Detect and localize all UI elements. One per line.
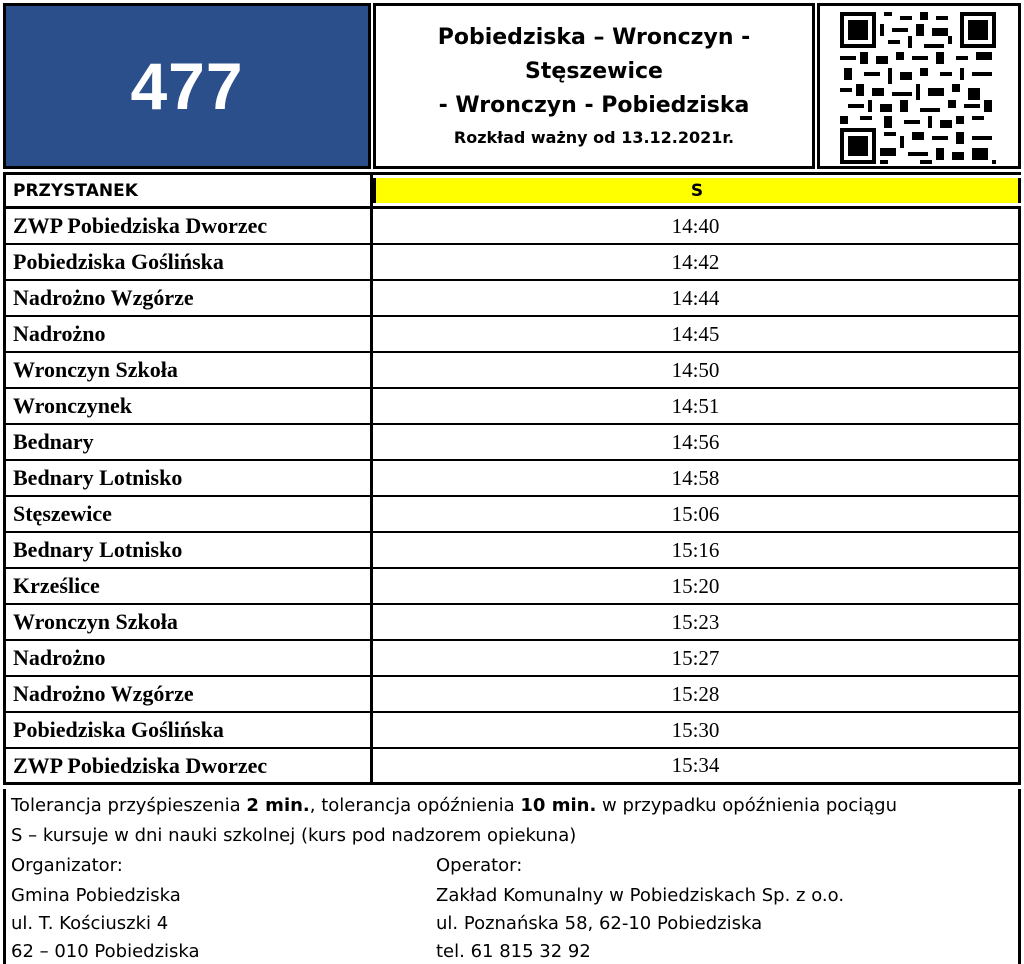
departure-time: 14:44 <box>373 281 1021 315</box>
organizer-street: ul. T. Kościuszki 4 <box>11 913 169 934</box>
tolerance-late: 10 min. <box>520 795 597 816</box>
table-header-row <box>3 172 1021 209</box>
departure-time: 14:40 <box>373 209 1021 243</box>
stop-name: ZWP Pobiedziska Dworzec <box>3 749 373 782</box>
route-number-box <box>3 3 371 169</box>
tolerance-early: 2 min. <box>246 795 310 816</box>
route-title-line-3: - Wronczyn - Pobiedziska <box>438 93 750 118</box>
timetable-header <box>0 0 1024 172</box>
table-row <box>3 533 1021 569</box>
route-title-box <box>373 3 815 169</box>
table-row <box>3 749 1021 785</box>
stop-name: Nadrożno Wzgórze <box>3 677 373 711</box>
departure-time: 14:56 <box>373 425 1021 459</box>
organizer-label: Organizator: <box>11 855 123 876</box>
stop-name: ZWP Pobiedziska Dworzec <box>3 209 373 243</box>
s-course-note: S – kursuje w dni nauki szkolnej (kurs pod nadzorem opiekuna) <box>11 825 577 846</box>
tolerance-text-a: Tolerancja przyśpieszenia <box>11 795 247 816</box>
departure-time: 14:50 <box>373 353 1021 387</box>
table-row <box>3 245 1021 281</box>
departure-time: 14:51 <box>373 389 1021 423</box>
table-row <box>3 281 1021 317</box>
stop-name: Bednary Lotnisko <box>3 461 373 495</box>
stop-name: Stęszewice <box>3 497 373 531</box>
table-row <box>3 677 1021 713</box>
tolerance-note <box>11 795 897 816</box>
departure-time: 14:58 <box>373 461 1021 495</box>
departure-time: 14:42 <box>373 245 1021 279</box>
operator-street: ul. Poznańska 58, 62-10 Pobiedziska <box>436 913 763 934</box>
stop-name: Bednary <box>3 425 373 459</box>
table-row <box>3 461 1021 497</box>
operator-phone: tel. 61 815 32 92 <box>436 941 591 962</box>
tolerance-text-c: , tolerancja opóźnienia <box>309 795 521 816</box>
departure-time: 14:45 <box>373 317 1021 351</box>
stop-name: Wronczyn Szkoła <box>3 605 373 639</box>
operator-name: Zakład Komunalny w Pobiedziskach Sp. z o.o. <box>436 885 845 906</box>
stop-name: Bednary Lotnisko <box>3 533 373 567</box>
tolerance-text-e: w przypadku opóźnienia pociągu <box>596 795 898 816</box>
operator-label: Operator: <box>436 855 523 876</box>
table-row <box>3 425 1021 461</box>
table-row <box>3 569 1021 605</box>
stop-name: Nadrożno Wzgórze <box>3 281 373 315</box>
table-row <box>3 713 1021 749</box>
table-row <box>3 497 1021 533</box>
table-row <box>3 209 1021 245</box>
stop-name: Krześlice <box>3 569 373 603</box>
departure-time: 15:06 <box>373 497 1021 531</box>
stop-name: Nadrożno <box>3 317 373 351</box>
stop-name: Wronczyn Szkoła <box>3 353 373 387</box>
stop-column-header: PRZYSTANEK <box>3 175 373 206</box>
departure-time: 15:28 <box>373 677 1021 711</box>
departure-time: 15:20 <box>373 569 1021 603</box>
departure-time: 15:16 <box>373 533 1021 567</box>
organizer-city: 62 – 010 Pobiedziska <box>11 941 200 962</box>
departure-time: 15:23 <box>373 605 1021 639</box>
stop-name: Wronczynek <box>3 389 373 423</box>
departure-time: 15:27 <box>373 641 1021 675</box>
organizer-name: Gmina Pobiedziska <box>11 885 181 906</box>
table-row <box>3 641 1021 677</box>
table-row <box>3 389 1021 425</box>
departure-time: 15:34 <box>373 749 1021 782</box>
stop-name: Nadrożno <box>3 641 373 675</box>
table-row <box>3 317 1021 353</box>
stop-name: Pobiedziska Goślińska <box>3 245 373 279</box>
route-title-line-2: Stęszewice <box>525 59 663 84</box>
table-row <box>3 353 1021 389</box>
route-number: 477 <box>130 49 244 123</box>
qr-code-icon <box>840 12 996 164</box>
departure-time: 15:30 <box>373 713 1021 747</box>
timetable-notes <box>3 789 1021 964</box>
table-row <box>3 605 1021 641</box>
stop-name: Pobiedziska Goślińska <box>3 713 373 747</box>
course-column-header: S <box>373 178 1021 203</box>
timetable-table <box>3 172 1021 785</box>
qr-code-box <box>817 3 1021 169</box>
valid-from: Rozkład ważny od 13.12.2021r. <box>453 128 735 147</box>
route-title-line-1: Pobiedziska – Wronczyn - <box>437 25 751 50</box>
